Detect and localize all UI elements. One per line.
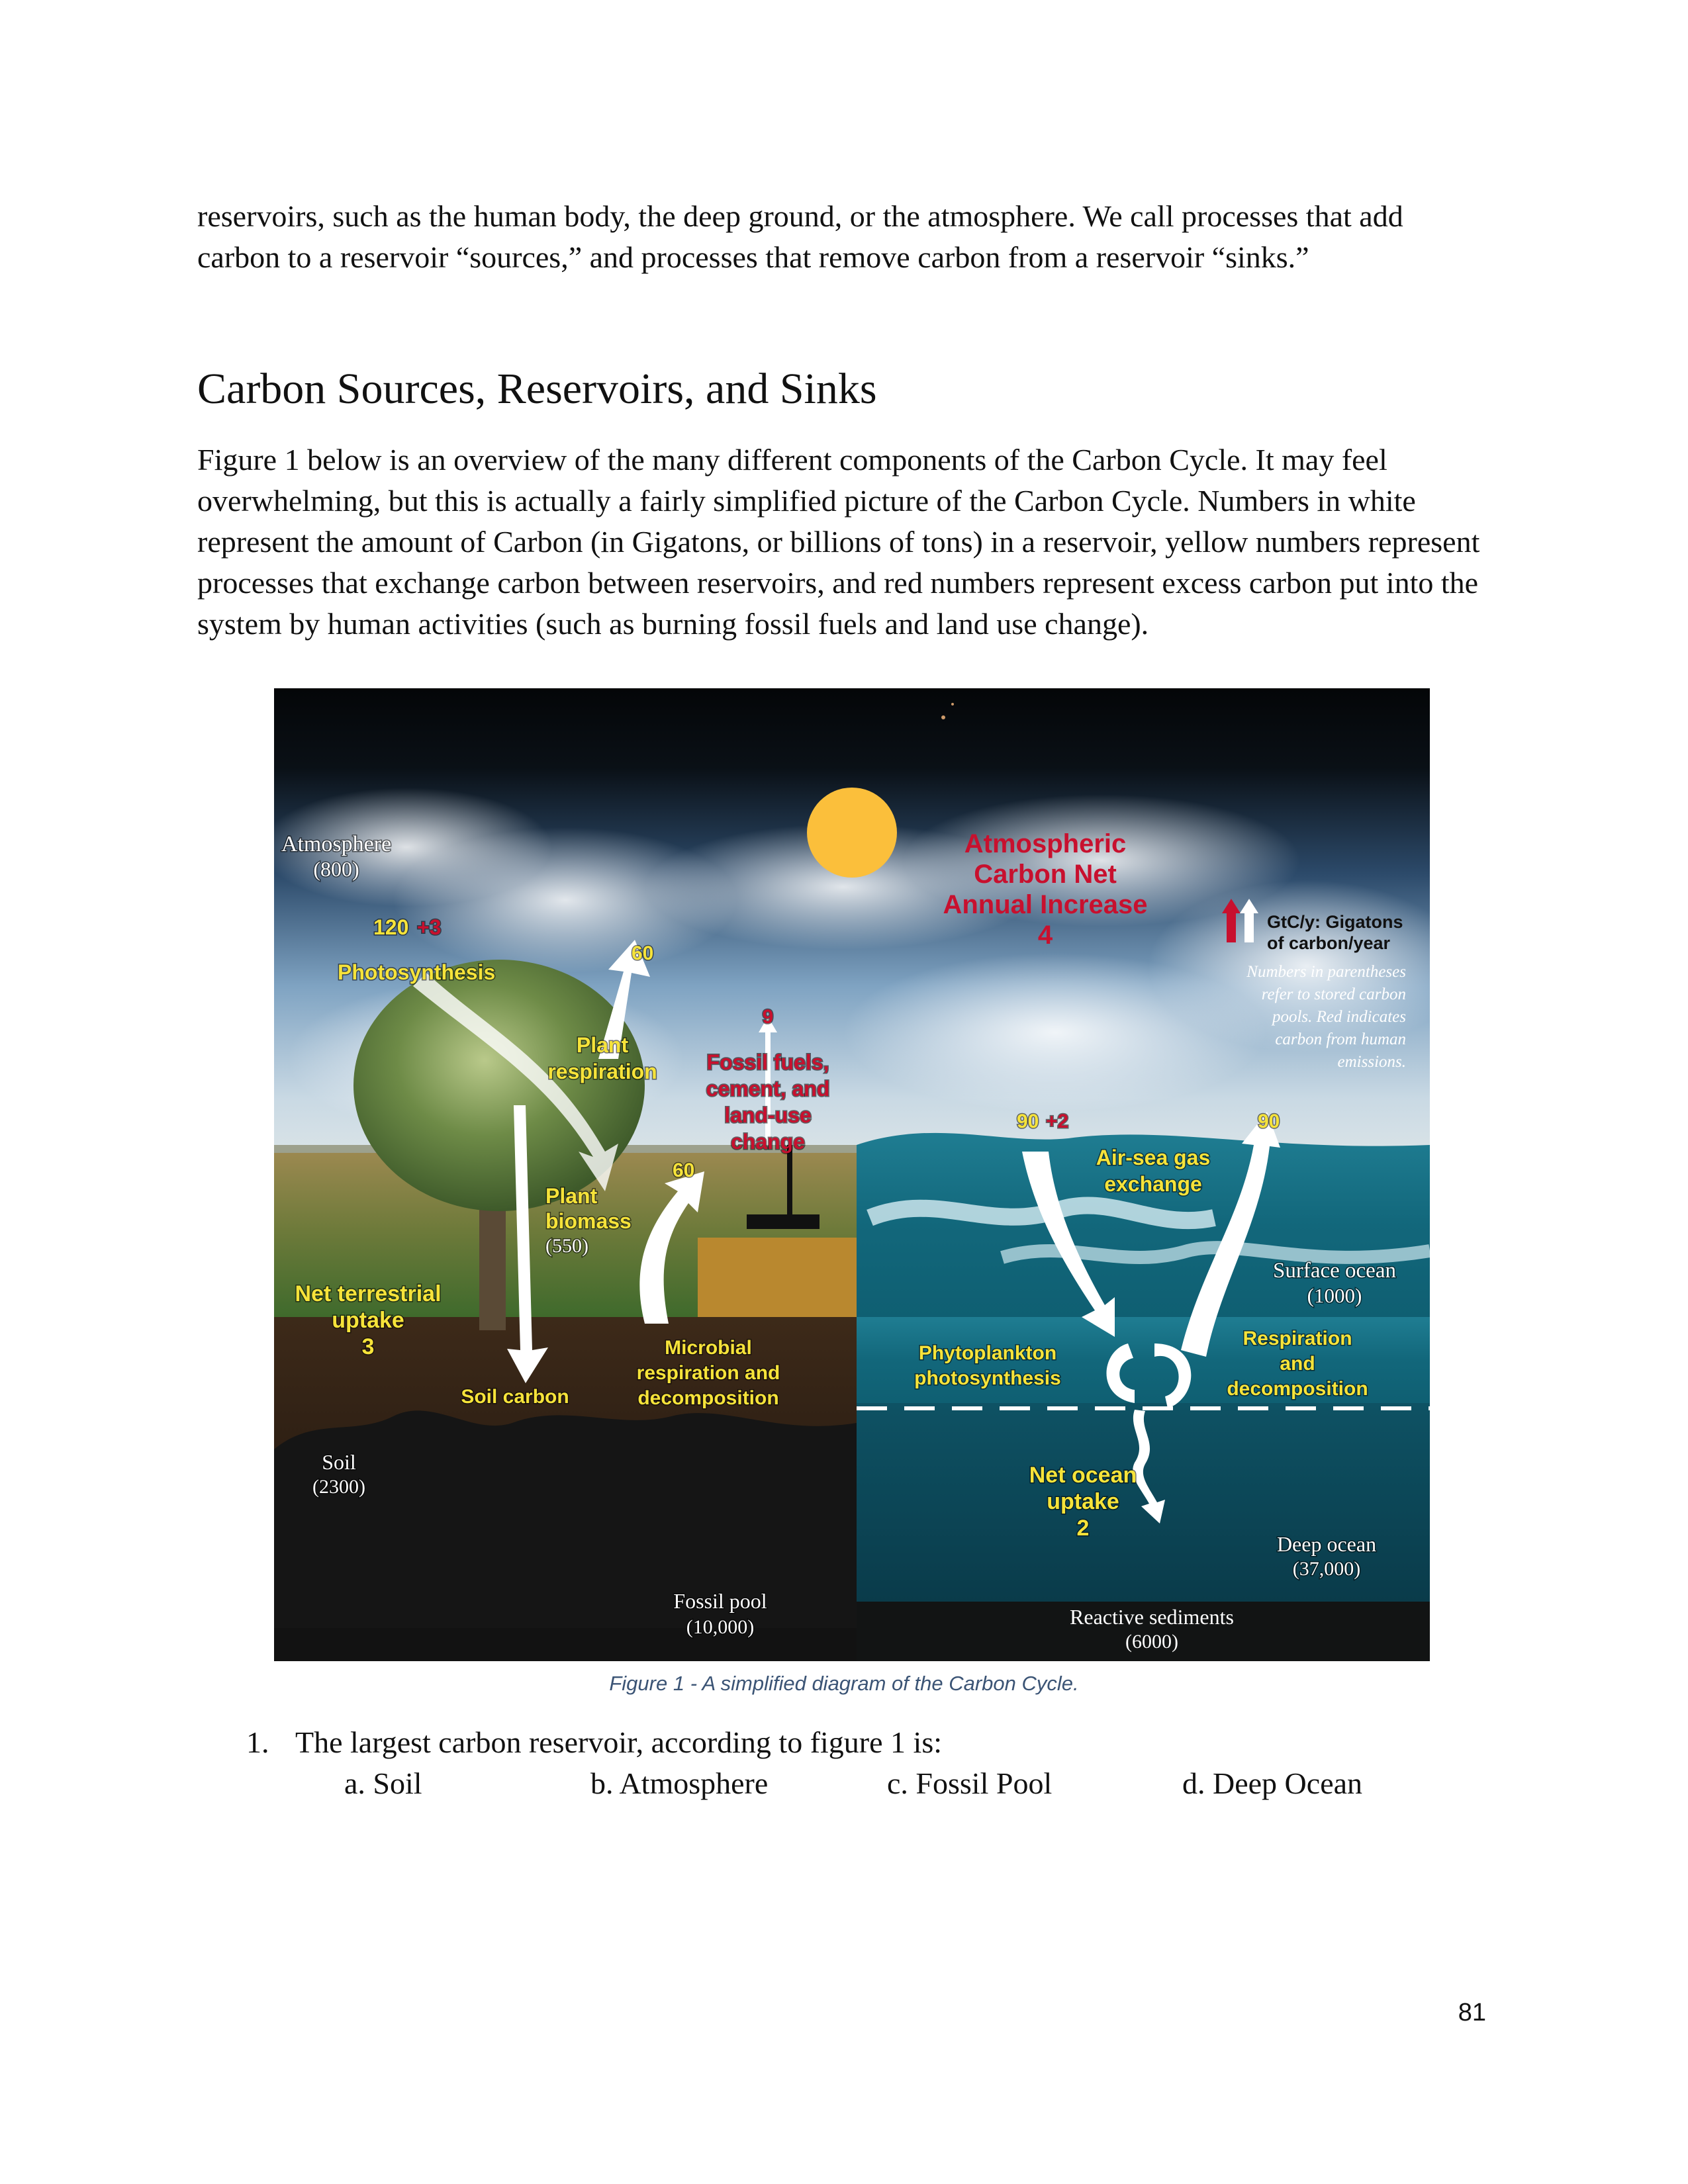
intro-paragraph: reservoirs, such as the human body, the deep ground, or the atmosphere. We call processes that add carbon to a reservoir “sources,” and processes that remove carbon from a reservoir “sinks.”	[197, 199, 1403, 274]
net-terrestrial-value: 3	[361, 1334, 375, 1359]
resp-decomp-label-2: and	[1280, 1353, 1315, 1375]
air-sea-down-human-value: +2	[1046, 1111, 1069, 1132]
deep-ocean-label: Deep ocean	[1276, 1532, 1377, 1556]
question-1	[246, 1722, 942, 1763]
legend-red-arrow	[1227, 911, 1236, 942]
atmosphere-value: (800)	[313, 857, 359, 881]
fossil-label-1: Fossil fuels,	[706, 1050, 829, 1074]
fossil-label-3: land-use	[724, 1103, 812, 1127]
plant-biomass-value: (550)	[545, 1235, 588, 1257]
net-ocean-value: 2	[1076, 1516, 1090, 1541]
fossil-value: 9	[762, 1006, 774, 1028]
carbon-cycle-figure	[274, 688, 1430, 1661]
microbial-label-3: decomposition	[637, 1387, 779, 1409]
figure-caption: Figure 1 - A simplified diagram of the Carbon Cycle.	[609, 1672, 1079, 1695]
air-sea-label-2: exchange	[1104, 1172, 1202, 1196]
fossil-label-2: cement, and	[706, 1077, 830, 1101]
option-d: d. Deep Ocean	[1182, 1766, 1363, 1800]
fossil-pool-value: (10,000)	[686, 1616, 755, 1638]
atmosphere-label: Atmosphere	[281, 832, 392, 856]
microbial-value: 60	[673, 1160, 695, 1181]
fossil-label-4: change	[730, 1130, 806, 1154]
legend-note-3: pools. Red indicates	[1272, 1008, 1406, 1026]
atm-increase-label-1: Atmospheric	[964, 829, 1127, 858]
plant-respiration-value: 60	[632, 942, 654, 964]
atm-increase-label-2: Carbon Net	[974, 860, 1117, 889]
microbial-label-1: Microbial	[665, 1337, 752, 1359]
plant-biomass-label-2: biomass	[545, 1209, 632, 1233]
option-a: a. Soil	[344, 1766, 422, 1800]
legend-note-1: Numbers in parentheses	[1246, 963, 1406, 981]
fossil-pool-label: Fossil pool	[673, 1589, 767, 1613]
net-terrestrial-label-1: Net terrestrial	[295, 1281, 442, 1306]
microbial-label-2: respiration and	[636, 1362, 780, 1384]
soil-value: (2300)	[312, 1476, 365, 1498]
page-number: 81	[1458, 1999, 1486, 2026]
legend-white-arrow	[1244, 911, 1254, 942]
question-number: 1.	[246, 1725, 269, 1759]
sediments-value: (6000)	[1125, 1631, 1178, 1653]
soil-carbon-label: Soil carbon	[461, 1386, 569, 1408]
surface-ocean-value: (1000)	[1307, 1284, 1362, 1307]
net-ocean-label-1: Net ocean	[1029, 1463, 1137, 1488]
deep-ocean-value: (37,000)	[1292, 1558, 1361, 1580]
net-terrestrial-label-2: uptake	[332, 1308, 404, 1333]
air-sea-up-value: 90	[1258, 1111, 1280, 1132]
plant-biomass-label-1: Plant	[545, 1184, 598, 1208]
photosynthesis-value: 120	[373, 915, 409, 939]
question-text: The largest carbon reservoir, according to figure 1 is:	[295, 1725, 943, 1759]
air-sea-label-1: Air-sea gas	[1096, 1146, 1211, 1169]
legend-note-5: emissions.	[1337, 1053, 1406, 1071]
cloud	[843, 953, 1267, 1112]
phytoplankton-label-1: Phytoplankton	[918, 1342, 1057, 1364]
soil-label: Soil	[322, 1450, 356, 1474]
option-b: b. Atmosphere	[590, 1766, 769, 1800]
legend-label-2: of carbon/year	[1267, 933, 1391, 953]
net-ocean-label-2: uptake	[1047, 1489, 1119, 1514]
sun-icon	[807, 788, 897, 878]
resp-decomp-label-1: Respiration	[1243, 1328, 1352, 1349]
atm-increase-label-3: Annual Increase	[943, 890, 1148, 919]
atm-increase-value: 4	[1037, 921, 1053, 950]
resp-decomp-label-3: decomposition	[1227, 1378, 1368, 1400]
surface-ocean-label: Surface ocean	[1273, 1259, 1396, 1283]
section-heading: Carbon Sources, Reservoirs, and Sinks	[197, 365, 877, 413]
sediments-label: Reactive sediments	[1070, 1605, 1234, 1629]
plant-respiration-label-2: respiration	[547, 1060, 657, 1083]
photosynthesis-human-value: +3	[417, 915, 442, 939]
phytoplankton-label-2: photosynthesis	[914, 1367, 1061, 1389]
factory-icon	[747, 1214, 820, 1229]
body-paragraph: Figure 1 below is an overview of the many different components of the Carbon Cycle. It may feel overwhelming, but this is actually a fairly simplified picture of the Carbon Cycle. Numbers in white represent the amount of Carbon (in Gigatons, or billions of tons) in a reservoir, yellow numbers represent processes that exchange carbon between reservoirs, and red numbers represent excess carbon put into the system by human activities (such as burning fossil fuels and land use change).	[197, 443, 1480, 641]
fossil-pool-layer	[274, 1410, 857, 1628]
legend-note-2: refer to stored carbon	[1261, 985, 1406, 1003]
photosynthesis-label: Photosynthesis	[338, 960, 496, 984]
plant-respiration-label-1: Plant	[576, 1033, 629, 1057]
air-sea-down-value: 90	[1017, 1111, 1039, 1132]
grassland	[698, 1238, 857, 1317]
legend-label-1: GtC/y: Gigatons	[1267, 912, 1403, 932]
option-c: c. Fossil Pool	[887, 1766, 1053, 1800]
legend-note-4: carbon from human	[1275, 1030, 1406, 1048]
